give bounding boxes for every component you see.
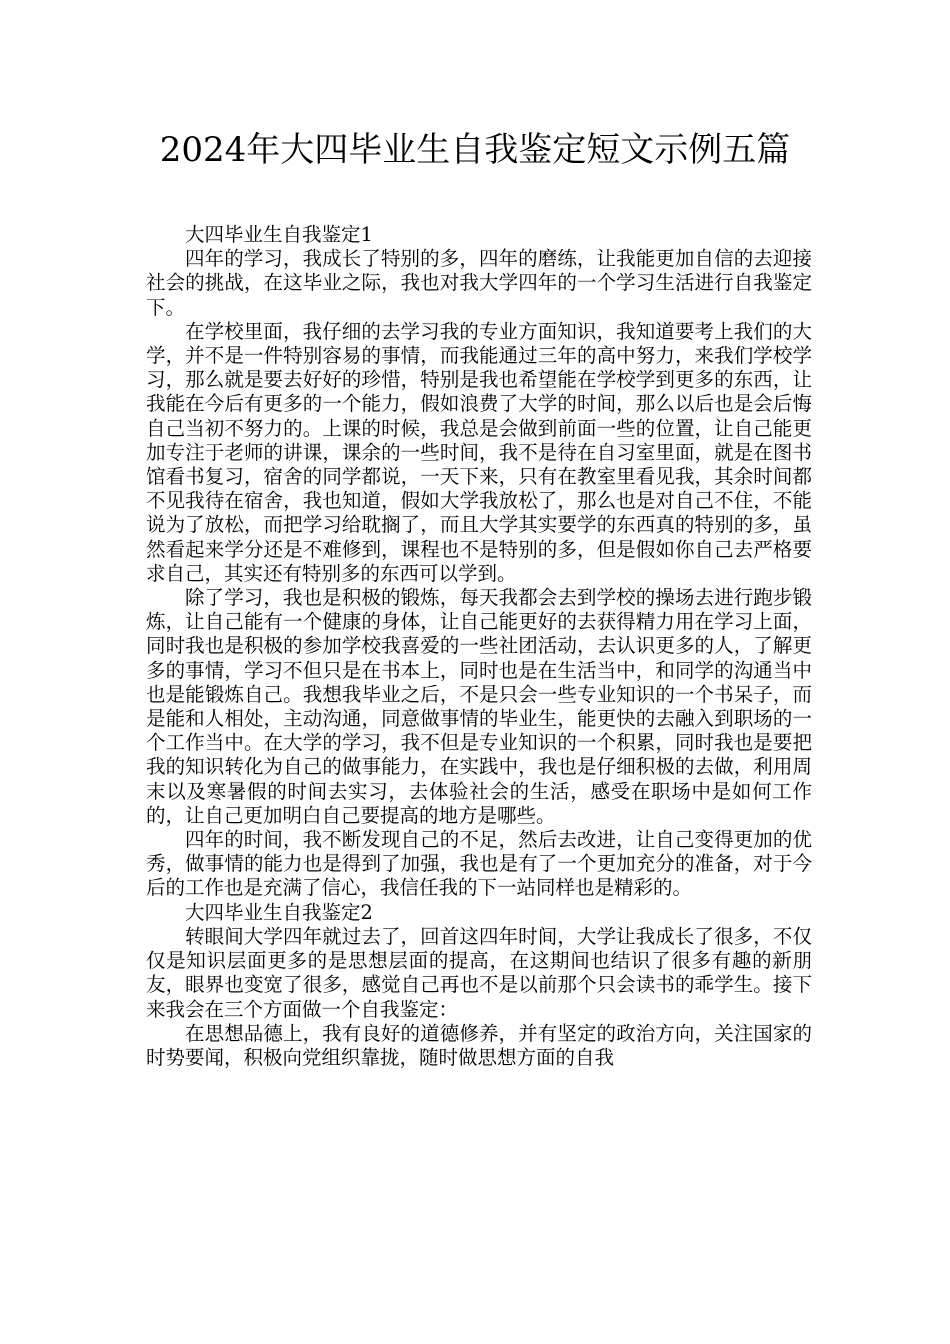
paragraph: 除了学习，我也是积极的锻炼，每天我都会去到学校的操场去进行跑步锻炼，让自己能有一个健康的身体，让自己能更好的去获得精力用在学习上面，同时我也是积极的参加学校我喜爱的一些社团活动，去认识更多的人，了解更多的事情，学习不但只是在书本上，同时也是在生活当中，和同学的沟通当中也是能锻炼自己。我想我毕业之后，不是只会一些专业知识的一个书呆子，而是能和人相处，主动沟通，同意做事情的毕业生，能更快的去融入到职场的一个工作当中。在大学的学习，我不但是专业知识的一个积累，同时我也是要把我的知识转化为自己的做事能力，在实践中，我也是仔细积极的去做，利用周末以及寒暑假的时间去实习，去体验社会的生活，感受在职场中是如何工作的，让自己更加明白自己要提高的地方是哪些。 (146, 586, 812, 827)
paragraph: 四年的学习，我成长了特别的多，四年的磨练，让我能更加自信的去迎接社会的挑战，在这毕业之际，我也对我大学四年的一个学习生活进行自我鉴定下。 (146, 247, 812, 319)
paragraph: 四年的时间，我不断发现自己的不足，然后去改进，让自己变得更加的优秀，做事情的能力也是得到了加强，我也是有了一个更加充分的准备，对于今后的工作也是充满了信心，我信任我的下一站同样也是精彩的。 (146, 828, 812, 900)
document-body (146, 223, 812, 1070)
paragraph: 转眼间大学四年就过去了，回首这四年时间，大学让我成长了很多，不仅仅是知识层面更多的是思想层面的提高，在这期间也结识了很多有趣的新朋友，眼界也变宽了很多，感觉自己再也不是以前那个只会读书的乖学生。接下来我会在三个方面做一个自我鉴定： (146, 924, 812, 1021)
section-heading-1: 大四毕业生自我鉴定1 (185, 223, 373, 246)
document-title: 2024年大四毕业生自我鉴定短文示例五篇 (159, 130, 791, 170)
paragraph: 在思想品德上，我有良好的道德修养，并有坚定的政治方向，关注国家的时势要闻，积极向党组织靠拢，随时做思想方面的自我 (146, 1021, 812, 1069)
section-heading-2: 大四毕业生自我鉴定2 (185, 900, 373, 924)
paragraph: 在学校里面，我仔细的去学习我的专业方面知识，我知道要考上我们的大学，并不是一件特别容易的事情，而我能通过三年的高中努力，来我们学校学习，那么就是要去好好的珍惜，特别是我也希望能在学校学到更多的东西，让我能在今后有更多的一个能力，假如浪费了大学的时间，那么以后也是会后悔自己当初不努力的。上课的时候，我总是会做到前面一些的位置，让自己能更加专注于老师的讲课，课余的一些时间，我不是待在自习室里面，就是在图书馆看书复习，宿舍的同学都说，一天下来，只有在教室里看见我，其余时间都不见我待在宿舍，我也知道，假如大学我放松了，那么也是对自己不住，不能说为了放松，而把学习给耽搁了，而且大学其实要学的东西真的特别的多，虽然看起来学分还是不难修到，课程也不是特别的多，但是假如你自己去严格要求自己，其实还有特别多的东西可以学到。 (146, 319, 812, 585)
